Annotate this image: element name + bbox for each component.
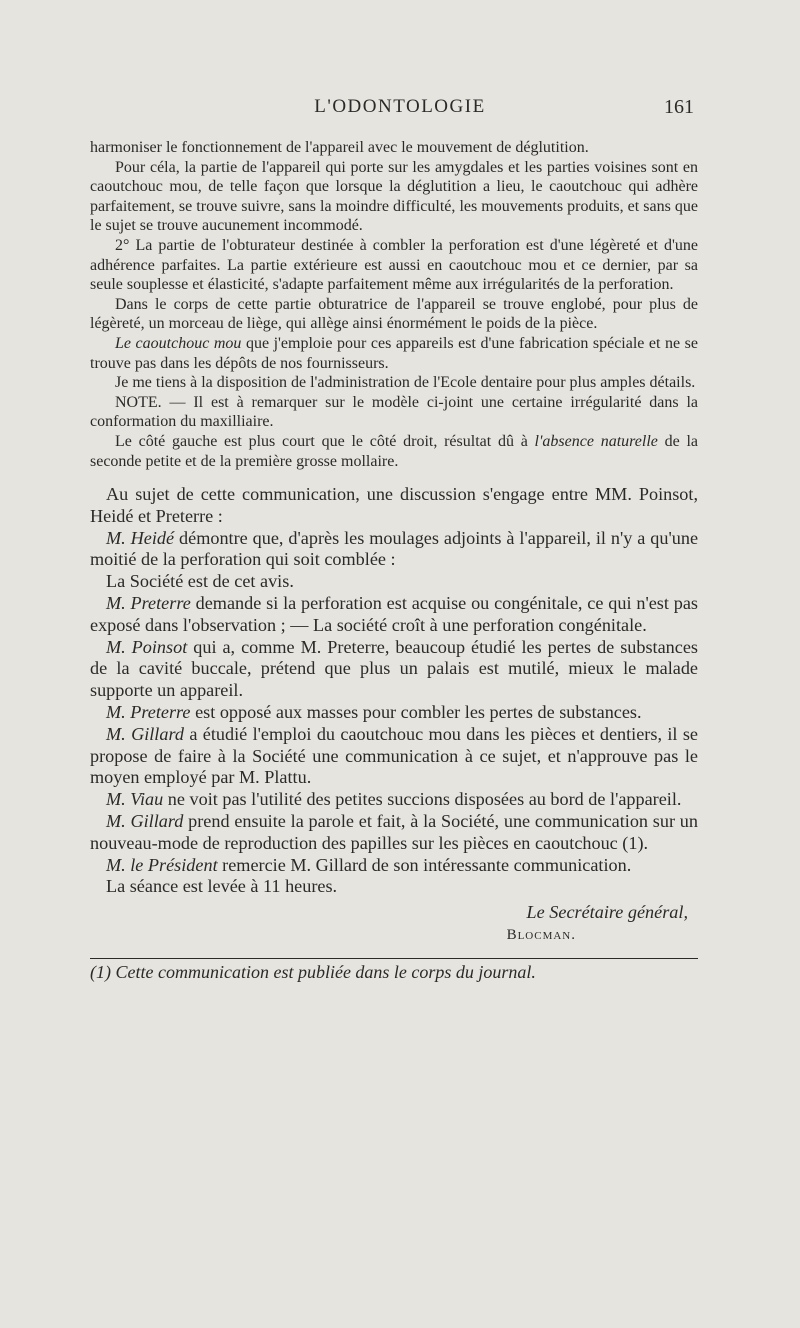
italic-lead: M. Heidé	[106, 527, 175, 548]
paragraph-text: Le côté gauche est plus court que le côté droit, résultat dû à	[115, 432, 528, 450]
letter-section	[90, 138, 698, 471]
paragraph-text: Au sujet de cette communication, une discussion s'engage entre MM. Poinsot, Heidé et Preterre :	[90, 484, 698, 526]
page-number: 161	[664, 96, 694, 118]
paragraph-text: Je me tiens à la disposition de l'administration de l'Ecole dentaire pour plus amples détails.	[115, 374, 696, 392]
paragraph	[90, 236, 698, 295]
paragraph-text: est opposé aux masses pour combler les pertes de substances.	[195, 702, 642, 723]
running-title: L'ODONTOLOGIE	[314, 96, 486, 117]
paragraph-text: 2° La partie de l'obturateur destinée à combler la perforation est d'une légèreté et d'une adhérence parfaites. La partie extérieure est aussi en caoutchouc mou et ce dernier, par sa seule souplesse et élasticité, s'adapte parfaitement même aux irrégularités de la perforation.	[90, 236, 698, 294]
italic-lead: M. Viau	[106, 789, 164, 810]
paragraph-text: Dans le corps de cette partie obturatrice de l'appareil se trouve englobé, pour plus de légèreté, un morceau de liège, qui allège ainsi énormément le poids de la pièce.	[90, 295, 698, 333]
italic-lead: M. Gillard	[106, 811, 184, 832]
paragraph-text: a étudié l'emploi du caoutchouc mou dans les pièces et dentiers, il se propose de faire à la Société une communication à ce sujet, et n'approuve pas le moyen employé par M. Plattu.	[90, 723, 698, 788]
paragraph-text: ne voit pas l'utilité des petites succions disposées au bord de l'appareil.	[167, 789, 682, 810]
paragraph	[90, 295, 698, 334]
paragraph	[90, 373, 698, 393]
footnote: (1) Cette communication est publiée dans le corps du journal.	[90, 962, 536, 983]
italic-lead: M. Preterre	[106, 593, 191, 614]
page-header	[0, 96, 800, 130]
paragraph-text-continued: de la seconde petite et de la première grosse mollaire.	[90, 432, 699, 470]
signature-name: Blocman.	[506, 927, 576, 944]
italic-lead: M. Poinsot	[106, 636, 188, 657]
paragraph	[90, 432, 698, 471]
paragraph-text: La séance est levée à 11 heures.	[106, 876, 338, 897]
minutes-section	[90, 484, 698, 898]
footnote-rule	[90, 958, 698, 959]
italic-lead: M. le Président	[106, 854, 218, 875]
italic-lead: M. Preterre	[106, 702, 191, 723]
paragraph	[90, 702, 698, 724]
paragraph	[90, 484, 698, 528]
paragraph	[90, 334, 698, 373]
paragraph-text: NOTE. — Il est à remarquer sur le modèle ci-joint une certaine irrégularité dans la conformation du maxilliaire.	[90, 393, 698, 431]
paragraph	[90, 593, 698, 637]
paragraph-text: remercie M. Gillard de son intéressante communication.	[222, 854, 632, 875]
paragraph	[90, 724, 698, 789]
italic-lead: M. Gillard	[106, 723, 184, 744]
paragraph	[90, 811, 698, 855]
paragraph	[90, 528, 698, 572]
paragraph	[90, 158, 698, 236]
paragraph-text: démontre que, d'après les moulages adjoints à l'appareil, il n'y a qu'une moitié de la perforation qui soit comblée :	[90, 527, 699, 570]
paragraph	[90, 855, 698, 877]
italic-phrase: l'absence naturelle	[534, 432, 658, 450]
signature-block	[90, 900, 698, 946]
paragraph-text: demande si la perforation est acquise ou congénitale, ce qui n'est pas exposé dans l'observation ; — La société croît à une perforation congénitale.	[90, 593, 699, 635]
paragraph	[90, 637, 698, 702]
paragraph	[90, 789, 698, 811]
page-body	[90, 138, 698, 983]
paragraph-text: que j'emploie pour ces appareils est d'une fabrication spéciale et ne se trouve pas dans les dépôts de nos fournisseurs.	[90, 334, 698, 372]
paragraph	[90, 138, 698, 158]
paragraph-text: Pour céla, la partie de l'appareil qui porte sur les amygdales et les parties voisines sont en caoutchouc mou, de telle façon que lorsque la déglutition a lieu, le caoutchouc qui adhère parfaitement, se trouve suivre, sans la moindre difficulté, les mouvements produits, et sans que le sujet se trouve aucunement incommodé.	[90, 158, 698, 235]
italic-lead: Le caoutchouc mou	[115, 334, 242, 352]
paragraph	[90, 571, 698, 593]
paragraph-text: prend ensuite la parole et fait, à la Société, une communication sur un nouveau-mode de reproduction des papilles sur les pièces en caoutchouc (1).	[90, 811, 698, 853]
paragraph-text: La Société est de cet avis.	[106, 571, 294, 592]
paragraph-text: harmoniser le fonctionnement de l'appareil avec le mouvement de déglutition.	[90, 139, 589, 156]
signature-title: Le Secrétaire général,	[526, 902, 688, 923]
paragraph	[90, 876, 698, 898]
paragraph	[90, 393, 698, 432]
paragraph-text: qui a, comme M. Preterre, beaucoup étudié les pertes de substances de la cavité buccale, prétend que plus un palais est mutilé, mieux le malade supporte un appareil.	[90, 636, 698, 701]
